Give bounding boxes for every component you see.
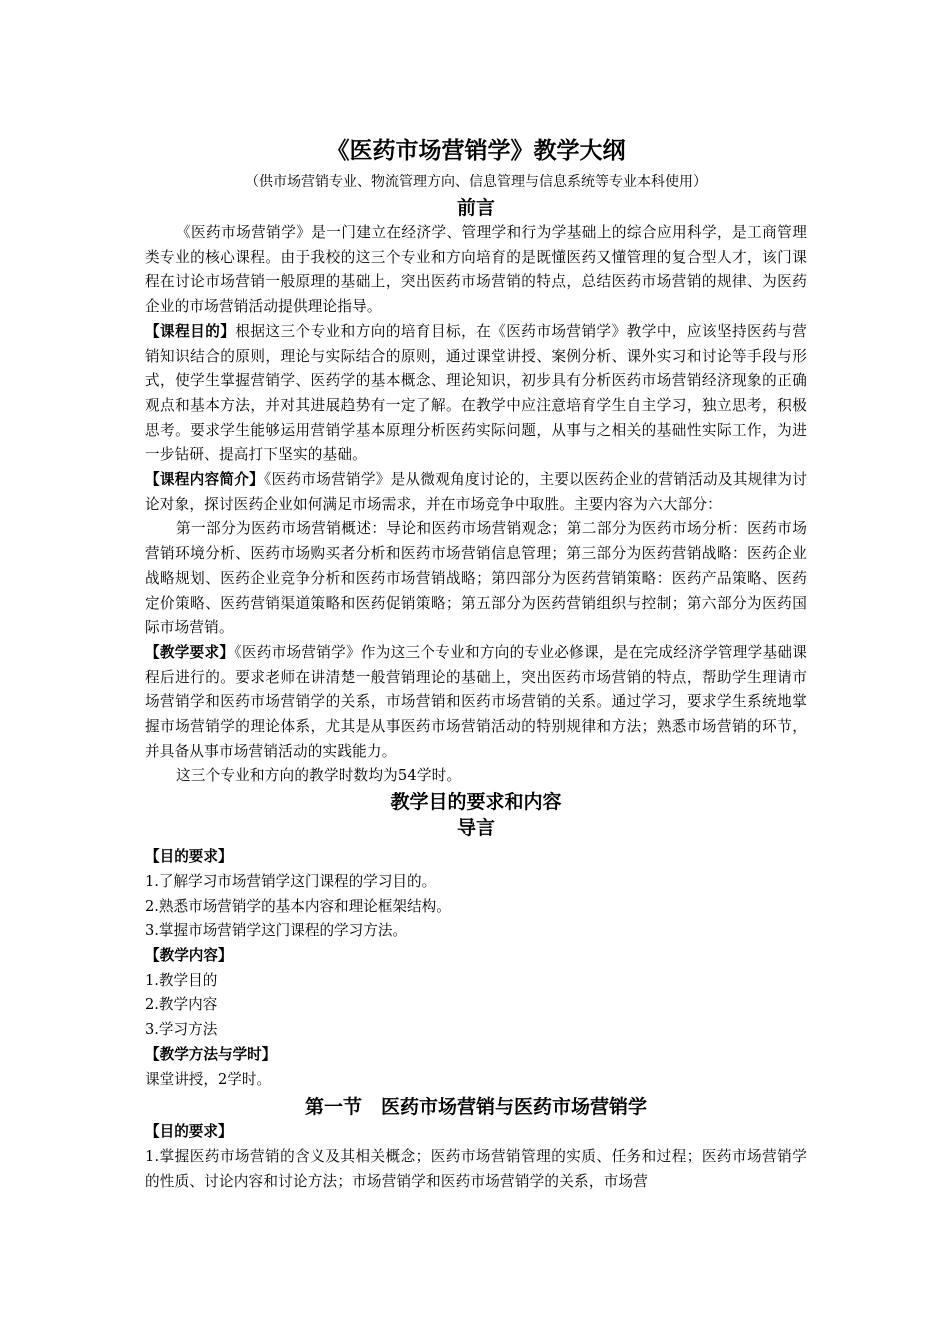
- chapter1-goal-text: 1.掌握医药市场营销的含义及其相关概念；医药市场营销管理的实质、任务和过程；医药市场营销学的性质、讨论内容和讨论方法；市场营销学和医药市场营销学的关系，市场营: [145, 1147, 807, 1190]
- chapter1-goals-label: 【目的要求】: [145, 1123, 233, 1141]
- intro-method-label: 【教学方法与学时】: [145, 1045, 277, 1063]
- preface-heading: 前言: [456, 197, 495, 219]
- course-content-label: 【课程内容简介】: [145, 471, 264, 489]
- course-content-paragraph: [145, 468, 807, 517]
- intro-goal-item: 2.熟悉市场营销学的基本内容和理论框架结构。: [145, 897, 451, 915]
- teaching-hours-text: 这三个专业和方向的教学时数均为54学时。: [176, 767, 462, 785]
- document-body: [145, 133, 807, 1194]
- course-objective-paragraph: [145, 320, 807, 468]
- intro-method-text: 课堂讲授，2学时。: [145, 1070, 272, 1088]
- document-subtitle: （供市场营销专业、物流管理方向、信息管理与信息系统等专业本科使用）: [245, 174, 707, 190]
- intro-content-item: 1.教学目的: [145, 971, 218, 989]
- intro-content-item: 3.学习方法: [145, 1021, 218, 1039]
- document-title: 《医药市场营销学》教学大纲: [326, 138, 626, 164]
- teaching-requirement-label: 【教学要求】: [145, 643, 235, 661]
- chapter1-heading: 第一节 医药市场营销与医药市场营销学: [304, 1096, 647, 1119]
- intro-goals-label: 【目的要求】: [145, 848, 233, 866]
- course-parts-paragraph: 第一部分为医药市场营销概述：导论和医药市场营销观念；第二部分为医药市场分析：医药市场营销环境分析、医药市场购买者分析和医药市场营销信息管理；第三部分为医药营销战略：医药企业战略规划、医药企业竞争分析和医药市场营销战略；第四部分为医药营销策略：医药产品策略、医药定价策略、医药营销渠道策略和医药促销策略；第五部分为医药营销组织与控制；第六部分为医药国际市场营销。: [145, 520, 807, 637]
- intro-content-item: 2.教学内容: [145, 996, 218, 1014]
- intro-goal-item: 1.了解学习市场营销学这门课程的学习目的。: [145, 872, 437, 890]
- intro-goal-item: 3.掌握市场营销学这门课程的学习方法。: [145, 922, 408, 940]
- section-heading: 教学目的要求和内容: [390, 791, 562, 814]
- course-objective-text: 根据这三个专业和方向的培育目标，在《医药市场营销学》教学中，应该坚持医药与营销知识结合的原则，理论与实际结合的原则，通过课堂讲授、案例分析、课外实习和讨论等手段与形式，使学生掌握营销学、医药学的基本概念、理论知识，初步具有分析医药市场营销经济现象的正确观点和基本方法，并对其进展趋势有一定了解。在教学中应注意培育学生自主学习，独立思考，积极思考。要求学生能够运用营销学基本原理分析医药实际问题，从事与之相关的基础性实际工作，为进一步钻研、提高打下坚实的基础。: [145, 322, 807, 464]
- intro-content-label: 【教学内容】: [145, 946, 233, 964]
- preface-intro: 《医药市场营销学》是一门建立在经济学、管理学和行为学基础上的综合应用科学，是工商管理类专业的核心课程。由于我校的这三个专业和方向培育的是既懂医药又懂管理的复合型人才，该门课程在讨论市场营销一般原理的基础上，突出医药市场营销的特点，总结医药市场营销的规律、为医药企业的市场营销活动提供理论指导。: [145, 224, 807, 316]
- teaching-requirement-paragraph: [145, 641, 807, 765]
- teaching-requirement-text: 《医药市场营销学》作为这三个专业和方向的专业必修课，是在完成经济学管理学基础课程后进行的。要求老师在讲清楚一般营销理论的基础上，突出医药市场营销的特点，帮助学生理请市场营销学和医药市场营销学的关系，市场营销和医药市场营销的关系。通过学习，要求学生系统地掌握市场营销学的理论体系，尤其是从事医药市场营销活动的特别规律和方法；熟悉市场营销的环节，并具备从事市场营销活动的实践能力。: [145, 643, 807, 760]
- intro-section-heading: 导言: [456, 817, 495, 840]
- course-content-text: 《医药市场营销学》是从微观角度讨论的，主要以医药企业的营销活动及其规律为讨论对象，探讨医药企业如何满足市场需求，并在市场竞争中取胜。主要内容为六大部分：: [145, 471, 807, 513]
- course-objective-label: 【课程目的】: [145, 322, 236, 340]
